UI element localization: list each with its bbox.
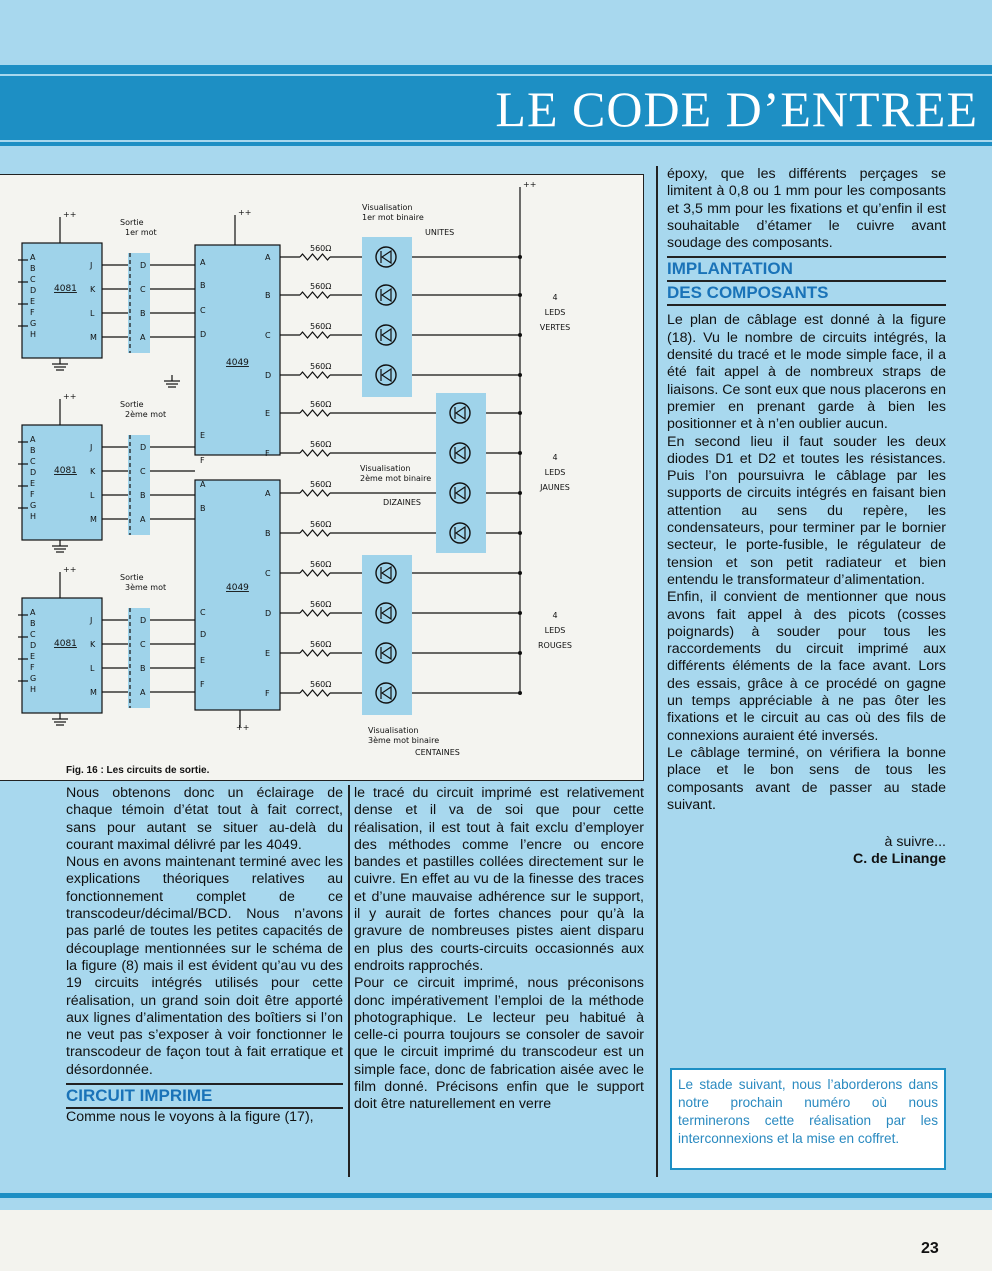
- vcc-label: ++: [236, 723, 250, 732]
- junction-dot: [518, 571, 522, 575]
- input-pin-label: D: [30, 286, 37, 295]
- output-pin-label: J: [90, 443, 93, 452]
- input-pin-label: F: [30, 308, 35, 317]
- junction-dot: [518, 491, 522, 495]
- divider: [667, 304, 946, 306]
- junction-dot: [518, 691, 522, 695]
- inverter-input-label: C: [200, 306, 206, 315]
- vis1-label: 1er mot binaire: [362, 213, 424, 222]
- author: C. de Linange: [852, 851, 946, 868]
- resistor: [300, 650, 330, 656]
- input-pin-label: D: [30, 641, 37, 650]
- input-pin-label: H: [30, 330, 37, 339]
- junction-dot: [518, 411, 522, 415]
- output-pin-label: J: [90, 261, 93, 270]
- resistor-value: 560Ω: [310, 600, 332, 609]
- input-pin-label: B: [30, 264, 36, 273]
- resistor-value: 560Ω: [310, 640, 332, 649]
- inverter-input-label: C: [200, 608, 206, 617]
- vis1-label: UNITES: [425, 228, 455, 237]
- section-heading-composants: DES COMPOSANTS: [667, 283, 829, 303]
- input-pin-label: A: [30, 608, 36, 617]
- vcc-label: ++: [523, 180, 537, 189]
- inverter-output-label: F: [265, 689, 270, 698]
- col3-paragraph-4: Enfin, il convient de mentionner que nous avons fait appel à des picots (cosses poignards) à souder pour tous les raccordements du circuit imprimé aux différents éléments de la face avant. Lors des essais, grâce à ce procédé on gagne un temps appréciable à ne pas ôter les fixations et le circuit au cas où des fils de connexions auraient été inversés.: [667, 589, 946, 744]
- input-pin-label: F: [30, 663, 35, 672]
- output-pin-label: L: [90, 664, 95, 673]
- inverter-input-label: B: [200, 281, 206, 290]
- input-pin-label: C: [30, 275, 36, 284]
- chip-4081-label: 4081: [54, 284, 77, 294]
- vcc-label: ++: [63, 392, 77, 401]
- input-pin-label: G: [30, 674, 37, 683]
- junction-dot: [518, 255, 522, 259]
- chip-4049: [195, 245, 280, 455]
- inverter-output-label: C: [265, 569, 271, 578]
- led-count-label: JAUNES: [540, 483, 570, 492]
- input-pin-label: G: [30, 319, 37, 328]
- sortie-bit-label: B: [140, 664, 146, 673]
- chip-4049: [195, 480, 280, 710]
- sortie-bit-label: B: [140, 491, 146, 500]
- input-pin-label: C: [30, 457, 36, 466]
- col2-paragraph-1: le tracé du circuit imprimé est relativement dense et il va de soi que pour cette réalisation, il est tout à fait exclu d’employer des méthodes comme l’encre ou encore bandes et pastilles collées directement sur le cuivre. En effet au vu de la finesse des traces et d’une mauvaise adhérence sur le support, il y aurait de fortes chances pour qu’à la gravure de nombreuses pistes aient disparu en plus des courts-circuits occasionnés aux endroits rapprochés.: [354, 785, 644, 974]
- sortie-label: 2ème mot: [125, 410, 167, 419]
- input-pin-label: F: [30, 490, 35, 499]
- col1-paragraph-3: Comme nous le voyons à la figure (17),: [66, 1109, 314, 1126]
- vis3-label: Visualisation: [368, 726, 419, 735]
- title-rule: [0, 142, 992, 146]
- sortie-strip: [128, 608, 150, 708]
- vis2-label: 2ème mot binaire: [360, 474, 432, 483]
- junction-dot: [518, 651, 522, 655]
- inverter-output-label: E: [265, 409, 271, 418]
- col3-paragraph-1: époxy, que les différents perçages se limitent à 0,8 ou 1 mm pour les composants et 3,5 mm pour les fixations et qu’enfin il est souhaitable d’étamer le cuivre avant soudage des composants.: [667, 166, 946, 252]
- vis1-label: Visualisation: [362, 203, 413, 212]
- top-band: [0, 65, 992, 74]
- chip-4049-label: 4049: [226, 583, 249, 593]
- output-pin-label: K: [90, 285, 96, 294]
- vis2-label: Visualisation: [360, 464, 411, 473]
- input-pin-label: E: [30, 297, 36, 306]
- sortie-label: 1er mot: [125, 228, 157, 237]
- led-count-label: LEDS: [544, 468, 566, 477]
- inverter-output-label: A: [265, 489, 271, 498]
- junction-dot: [518, 451, 522, 455]
- inverter-output-label: F: [265, 449, 270, 458]
- column-1: [66, 785, 343, 1126]
- sortie-bit-label: D: [140, 443, 147, 452]
- led-panel-red: [362, 555, 412, 715]
- output-pin-label: L: [90, 491, 95, 500]
- input-pin-label: A: [30, 253, 36, 262]
- resistor: [300, 490, 330, 496]
- inverter-input-label: D: [200, 630, 207, 639]
- page-number: 23: [921, 1240, 939, 1257]
- sortie-bit-label: B: [140, 309, 146, 318]
- resistor: [300, 332, 330, 338]
- resistor: [300, 690, 330, 696]
- inverter-output-label: D: [265, 371, 272, 380]
- led-count-label: 4: [552, 293, 558, 302]
- inverter-output-label: E: [265, 649, 271, 658]
- inverter-output-label: D: [265, 609, 272, 618]
- vis2-label: DIZAINES: [383, 498, 421, 507]
- junction-dot: [518, 293, 522, 297]
- inverter-input-label: D: [200, 330, 207, 339]
- vis3-label: CENTAINES: [415, 748, 460, 757]
- sortie-label: 3ème mot: [125, 583, 167, 592]
- sortie-label: Sortie: [120, 218, 144, 227]
- sortie-bit-label: A: [140, 688, 146, 697]
- column-2: [354, 785, 644, 1114]
- resistor-value: 560Ω: [310, 362, 332, 371]
- led-count-label: 4: [552, 611, 558, 620]
- output-pin-label: J: [90, 616, 93, 625]
- resistor: [300, 372, 330, 378]
- resistor-value: 560Ω: [310, 244, 332, 253]
- output-pin-label: M: [90, 515, 97, 524]
- vis3-label: 3ème mot binaire: [368, 736, 440, 745]
- input-pin-label: C: [30, 630, 36, 639]
- resistor: [300, 610, 330, 616]
- resistor: [300, 410, 330, 416]
- inverter-output-label: C: [265, 331, 271, 340]
- sortie-bit-label: C: [140, 467, 146, 476]
- resistor-value: 560Ω: [310, 480, 332, 489]
- sortie-bit-label: C: [140, 640, 146, 649]
- follow-note: à suivre...: [884, 834, 946, 851]
- inverter-output-label: A: [265, 253, 271, 262]
- led-count-label: VERTES: [539, 323, 571, 332]
- input-pin-label: D: [30, 468, 37, 477]
- input-pin-label: A: [30, 435, 36, 444]
- led-count-label: ROUGES: [537, 641, 573, 650]
- inverter-input-label: F: [200, 680, 205, 689]
- input-pin-label: G: [30, 501, 37, 510]
- inverter-output-label: B: [265, 291, 271, 300]
- resistor: [300, 292, 330, 298]
- resistor: [300, 450, 330, 456]
- col1-paragraph-2: Nous en avons maintenant terminé avec les explications théoriques relatives au fonctionnement complet de ce transcodeur/décimal/BCD. Nous n’avons pas parlé de toutes les petites capacités de découplage mentionnées sur le schéma de la figure (8) mais il est évident qu’au vu des 19 circuits intégrés utilisés pour cette réalisation, un grand soin doit être apporté aux lignes d’alimentation des boîtiers si l’on ne veut pas s’exposer à voir fonctionner le transcodeur de façon tout à fait erratique et désordonnée.: [66, 854, 343, 1078]
- input-pin-label: B: [30, 619, 36, 628]
- resistor-value: 560Ω: [310, 520, 332, 529]
- column-3: [667, 166, 946, 869]
- output-pin-label: M: [90, 688, 97, 697]
- next-issue-note: Le stade suivant, nous l’aborderons dans notre prochain numéro où nous terminerons cette réalisation par les interconnexions et la mise en coffret.: [670, 1068, 946, 1170]
- sortie-bit-label: A: [140, 515, 146, 524]
- resistor-value: 560Ω: [310, 440, 332, 449]
- junction-dot: [518, 333, 522, 337]
- input-pin-label: H: [30, 512, 37, 521]
- column-rule: [656, 166, 658, 1177]
- sortie-label: Sortie: [120, 573, 144, 582]
- vcc-label: ++: [238, 208, 252, 217]
- output-pin-label: M: [90, 333, 97, 342]
- column-rule: [348, 785, 350, 1177]
- inverter-input-label: A: [200, 480, 206, 489]
- page-title: LE CODE D’ENTREE: [495, 81, 978, 137]
- output-pin-label: L: [90, 309, 95, 318]
- led-count-label: LEDS: [544, 626, 566, 635]
- col3-paragraph-5: Le câblage terminé, on vérifiera la bonne place et le bon sens de tous les composants avant de passer au stade suivant.: [667, 744, 946, 813]
- chip-4049-label: 4049: [226, 358, 249, 368]
- schematic-diagram: [0, 175, 643, 780]
- output-pin-label: K: [90, 640, 96, 649]
- resistor: [300, 570, 330, 576]
- junction-dot: [518, 611, 522, 615]
- sortie-bit-label: D: [140, 616, 147, 625]
- inverter-input-label: E: [200, 656, 206, 665]
- section-heading-implantation: IMPLANTATION: [667, 259, 793, 279]
- resistor-value: 560Ω: [310, 400, 332, 409]
- resistor-value: 560Ω: [310, 322, 332, 331]
- sortie-strip: [128, 253, 150, 353]
- inverter-input-label: B: [200, 504, 206, 513]
- inverter-output-label: B: [265, 529, 271, 538]
- resistor-value: 560Ω: [310, 282, 332, 291]
- vcc-label: ++: [63, 565, 77, 574]
- figure-16: [0, 174, 644, 781]
- chip-4081-label: 4081: [54, 639, 77, 649]
- resistor: [300, 530, 330, 536]
- led-count-label: 4: [552, 453, 558, 462]
- input-pin-label: B: [30, 446, 36, 455]
- resistor-value: 560Ω: [310, 680, 332, 689]
- vcc-label: ++: [63, 210, 77, 219]
- input-pin-label: H: [30, 685, 37, 694]
- resistor-value: 560Ω: [310, 560, 332, 569]
- figure-caption: Fig. 16 : Les circuits de sortie.: [66, 765, 210, 776]
- title-bar: [0, 76, 992, 140]
- inverter-input-label: E: [200, 431, 206, 440]
- junction-dot: [518, 373, 522, 377]
- col1-paragraph-1: Nous obtenons donc un éclairage de chaque témoin d’état tout à fait correct, sans pour autant se situer au-delà du courant maximal délivré par les 4049.: [66, 785, 343, 853]
- col2-paragraph-2: Pour ce circuit imprimé, nous préconisons donc impérativement l’emploi de la méthode photographique. Le lecteur peu habitué à celle-ci pourra toujours se consoler de savoir que le circuit imprimé du transcodeur est un simple face, donc de fabrication aisée avec le film donné. Précisons enfin que le support doit être naturellement en verre: [354, 975, 644, 1113]
- chip-4081-label: 4081: [54, 466, 77, 476]
- led-count-label: LEDS: [544, 308, 566, 317]
- sortie-bit-label: D: [140, 261, 147, 270]
- output-pin-label: K: [90, 467, 96, 476]
- sortie-bit-label: C: [140, 285, 146, 294]
- bottom-band: [0, 1193, 992, 1198]
- sortie-strip: [128, 435, 150, 535]
- section-heading-circuit-imprime: CIRCUIT IMPRIME: [66, 1086, 213, 1106]
- sortie-label: Sortie: [120, 400, 144, 409]
- inverter-input-label: F: [200, 456, 205, 465]
- input-pin-label: E: [30, 479, 36, 488]
- col3-paragraph-2: Le plan de câblage est donné à la figure (18). Vu le nombre de circuits intégrés, la densité du tracé et le mode simple face, il a été fait appel à de nombreux straps de liaisons. Ce sont eux que nous placerons en premier en prenant garde à bien les positionner et à n’en oublier aucun.: [667, 312, 946, 433]
- junction-dot: [518, 531, 522, 535]
- inverter-input-label: A: [200, 258, 206, 267]
- sortie-bit-label: A: [140, 333, 146, 342]
- resistor: [300, 254, 330, 260]
- input-pin-label: E: [30, 652, 36, 661]
- col3-paragraph-3: En second lieu il faut souder les deux diodes D1 et D2 et toutes les résistances. Puis l’on poursuivra le câblage par les supports de circuits intégrés en faisant bien attention au sens du repère, les condensateurs, pour terminer par le bornier secteur, le porte-fusible, le régulateur de tension et son petit radiateur et bien entendu le transformateur d’alimentation.: [667, 433, 946, 588]
